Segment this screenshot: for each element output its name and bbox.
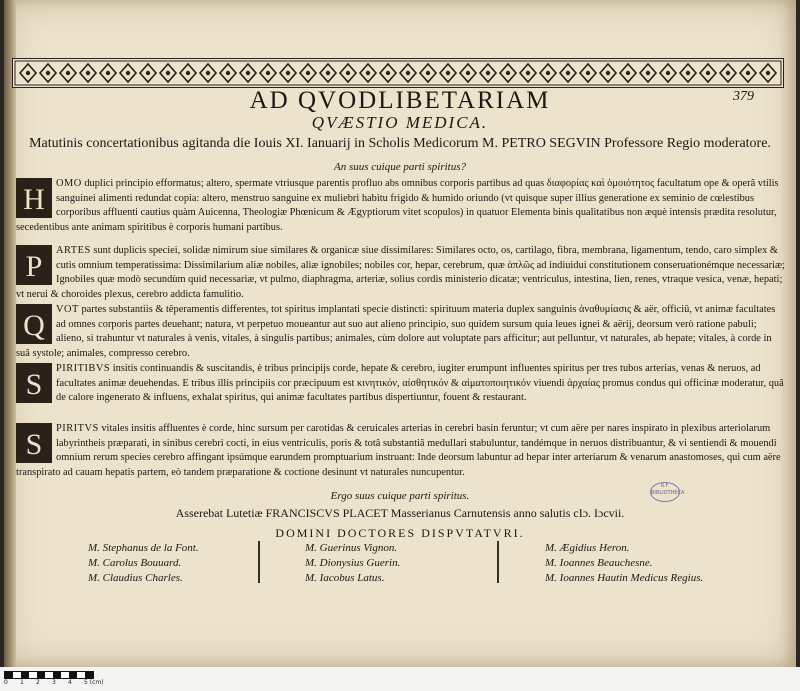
paragraph-lead: OMO xyxy=(56,178,82,189)
decorated-initial-p-icon xyxy=(16,245,52,285)
doctor-name: M. Claudius Charles. xyxy=(88,572,183,584)
paragraph-lead: VOT xyxy=(56,304,79,315)
ornament-dot xyxy=(626,71,630,75)
ornamental-border xyxy=(12,58,784,88)
svg-text:P: P xyxy=(25,250,43,283)
doctors-column xyxy=(88,541,199,586)
ornament-dot xyxy=(526,71,530,75)
doctors-heading: DOMINI DOCTORES DISPVTATVRI. xyxy=(275,526,525,540)
session-line: Matutinis concertationibus agitanda die Iouis XI. Ianuarij in Scholis Medicorum M. PETRO SEGVIN Professore Regio moderatore. xyxy=(29,136,771,151)
paragraph-lead: ARTES xyxy=(56,245,91,256)
ornament-dot xyxy=(186,71,190,75)
paragraph-text: vitales insitis affluentes è corde, hinc sursum per carotidas & ceruicales arterias in cerebri basin feruntur; vt cum aëre per nares inspirato in plexibus arteriolarum labyrintheis præparati, in sinibus cerebri cocti, in eius ventriculis, poris & totâ substantiâ medullari stabuluntur, tandémque in neruos distribuantur, & vi sentiendi & mouendi omnium rerum species cerebro affingant ipsúmque earundem promptuarium instruant: Inde deorsum labuntur ad hepar inter arteriarum & venarum anastomoses, qui cum aëre transpirato ad cauam hepatis partem, eò tandem præparatione & coctione desinunt vt naturales nuncupentur. xyxy=(16,423,781,478)
author-line: Asserebat Lutetiæ FRANCISCVS PLACET Masserianus Carnutensis anno salutis cIɔ. Iɔcvii. xyxy=(175,506,625,520)
ornament-dot xyxy=(326,71,330,75)
paragraph xyxy=(16,244,786,302)
paragraph-lead: PIRITVS xyxy=(56,423,99,434)
ornament-dot xyxy=(306,71,310,75)
doctor-name: M. Stephanus de la Font. xyxy=(88,542,199,554)
ornament-dot xyxy=(46,71,50,75)
doctor-name: M. Ioannes Beauchesne. xyxy=(545,557,653,569)
ornament-dot xyxy=(246,71,250,75)
ornament-dot xyxy=(66,71,70,75)
doctor-name: M. Guerinus Vignon. xyxy=(305,542,398,554)
ornament-dot xyxy=(206,71,210,75)
conclusion-line: Ergo suus cuique parti spiritus. xyxy=(330,490,470,502)
ornament-dot xyxy=(586,71,590,75)
ornament-dot xyxy=(646,71,650,75)
paragraph-lead: PIRITIBVS xyxy=(56,363,111,374)
paragraph xyxy=(16,362,786,406)
scale-label: 0 xyxy=(4,679,8,686)
measurement-scale xyxy=(0,667,800,691)
page-title: AD QVODLIBETARIAM xyxy=(249,87,551,114)
decorated-initial-s-icon xyxy=(16,423,52,463)
paragraph-text: sunt duplicis speciei, solidæ nimirum siue similares & organicæ siue dissimilares: Similares octo, os, cartilago, fibra, membrana, ligamentum, tendo, caro simplex & cutis omnium temperatissima: Dissimilarium aliæ nobiles, aliæ ignobiles; nobiles cor, hepar, cerebrum, quæ ἁπλῶς ad indiuidui constitutionem conseruationémque necessariæ; Ignobiles quæ modò secundùm quid necessariæ, vt pulmo, diaphragma, arteriæ, solius cordis ministerio dicatæ; ventriculus, intestina, lien, renes, vtraque vesica, venæ, hepati; vt nerui & choroides plexus, cerebro addicta famulitio. xyxy=(16,245,785,300)
ornament-dot xyxy=(226,71,230,75)
page-subtitle: QVÆSTIO MEDICA. xyxy=(311,113,489,132)
doctor-name: M. Dionysius Guerin. xyxy=(305,557,401,569)
ornament-dot xyxy=(726,71,730,75)
page-number: 379 xyxy=(733,89,754,104)
ornament-dot xyxy=(466,71,470,75)
decorated-initial-q-icon xyxy=(16,304,52,344)
ornament-dot xyxy=(266,71,270,75)
ornament-dot xyxy=(446,71,450,75)
ornament-dot xyxy=(166,71,170,75)
scale-label: 3 xyxy=(52,679,56,686)
ornament-dot xyxy=(606,71,610,75)
paragraph-text: duplici principio efformatus; altero, spermate vtriusque parentis profluo abs omnibus corporis partibus ad quas διαφορίας καὶ ὁμοιότητος facultatum ope & operâ vtilis sanguinei alimenti redundat copia: altero, menstruo sanguine ex muliebri habitu frigido & humido oriundo (vt quisque super illius generatione ex seminio de cœlestibus corporibus affluenti cautius quàm Auicenna, Theologiæ Phœnicum & Ægyptiorum vitet scopulos) in quatuor Elementa binis qualitatibus non æquè intensis prædita resolutur, secedentibus ante animam spiritibus è corporis humani partibus. xyxy=(16,178,779,233)
doctor-name: M. Ægidius Heron. xyxy=(545,542,630,554)
paragraph xyxy=(16,422,786,480)
ornament-dot xyxy=(706,71,710,75)
ornament-dot xyxy=(26,71,30,75)
ornament-dot xyxy=(666,71,670,75)
ornament-dot xyxy=(386,71,390,75)
ornament-dot xyxy=(686,71,690,75)
ornament-dot xyxy=(746,71,750,75)
library-stamp: R.F. BIBLIOTHECA xyxy=(650,482,680,502)
ornament-dot xyxy=(86,71,90,75)
doctor-name: M. Ioannes Hautin Medicus Regius. xyxy=(545,572,704,584)
ornament-dot xyxy=(486,71,490,75)
ornament-dot xyxy=(366,71,370,75)
column-divider xyxy=(258,541,261,583)
ornament-dot xyxy=(766,71,770,75)
ornament-dot xyxy=(406,71,410,75)
ornament-dot xyxy=(426,71,430,75)
ornament-dot xyxy=(286,71,290,75)
doctor-name: M. Carolus Bouuard. xyxy=(88,557,182,569)
paragraph-text: partes substantiis & têperamentis differentes, tot spiritus implantati specie distincti: spirituum materia duplex sanguinis ἀναθυμίασις & aër, officiû, vt animæ facultates ad omnes corporis partes deuehant; natura, vt perpetuo moueantur aut suo aut alieno principio, suo quidem sursum quia leues ignei & aërij, deorsum verò ratione pabuli; alieno, si trahuntur vt naturales à venis, vitales, à singulis partibus; animales, cùm dolore aut voluptate pars afficitur; aut pelluntur, vt naturales, ab hepate; vitales, à corde in suâ systole; animales, compresso cerebro. xyxy=(16,304,776,359)
doctors-column xyxy=(545,541,703,586)
doctor-name: M. Iacobus Latus. xyxy=(305,572,385,584)
svg-text:S: S xyxy=(25,428,43,461)
question-line: An suus cuique parti spiritus? xyxy=(333,161,466,173)
paragraph xyxy=(16,177,786,235)
ornament-dot xyxy=(126,71,130,75)
column-divider xyxy=(497,541,500,583)
decorated-initial-h-icon xyxy=(16,178,52,218)
ornament-dot xyxy=(566,71,570,75)
svg-text:Q: Q xyxy=(23,309,45,342)
paragraph xyxy=(16,303,786,361)
scale-label: 5 (cm) xyxy=(84,679,104,686)
decorated-initial-s-icon xyxy=(16,363,52,403)
ornament-dot xyxy=(506,71,510,75)
doctors-column xyxy=(305,541,400,586)
scale-label: 2 xyxy=(36,679,40,686)
svg-text:H: H xyxy=(23,183,45,216)
scale-label: 4 xyxy=(68,679,72,686)
paragraph-text: insitis continuandis & suscitandis, è tribus principijs corde, hepate & cerebro, iugiter erumpunt influentes spiritus per tres tubos arterias, venas & neruos, ad facultates animæ deuehendas. E tribus illis principiis cor præcipuum est κινητικόν, αἰσθητικόν & αἱματοποιητικόν viuendi ἀρχαίας promus condus qui officinæ moderatur, quâ de calore ingenerato & influens, exhalat spiritus, qui animæ facultates partibus dispertiuntur, fouent & restaurant. xyxy=(56,363,784,404)
scale-bar xyxy=(4,671,94,679)
ornament-dot xyxy=(346,71,350,75)
scale-label: 1 xyxy=(20,679,24,686)
ornament-dot xyxy=(146,71,150,75)
ornament-dot xyxy=(106,71,110,75)
svg-text:S: S xyxy=(25,368,43,401)
ornament-dot xyxy=(546,71,550,75)
